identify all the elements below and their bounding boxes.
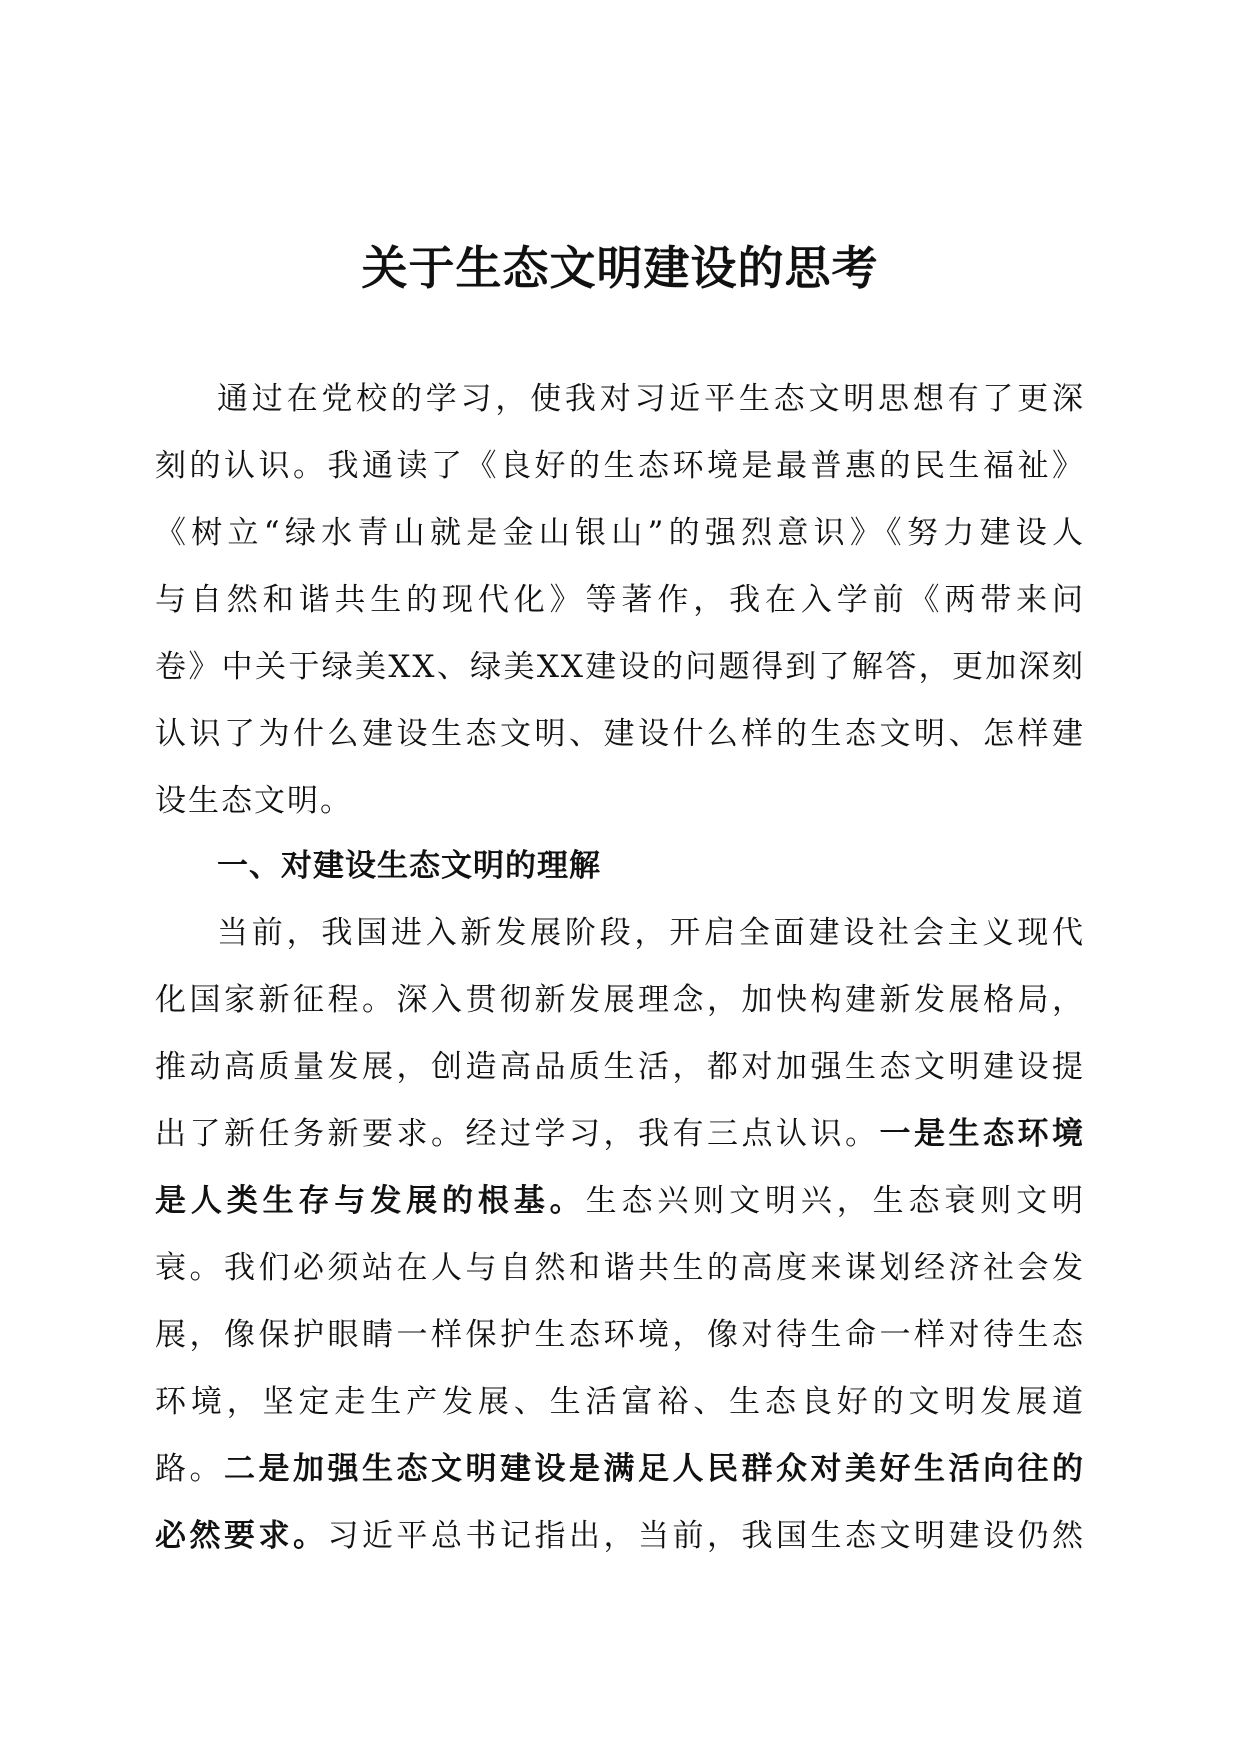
intro-line-4: 与自然和谐共生的现代化》等著作，我在入学前《两带来问 <box>155 582 1085 618</box>
section1-line-10 <box>155 1503 1085 1570</box>
section1-line-4 <box>155 1101 1085 1168</box>
section1-line-9 <box>155 1436 1085 1503</box>
intro-line-5: 卷》中关于绿美XX、绿美XX建设的问题得到了解答，更加深刻 <box>155 649 1085 685</box>
section1-line-8: 环境，坚定走生产发展、生活富裕、生态良好的文明发展道 <box>155 1384 1085 1420</box>
intro-line-7: 设生态文明。 <box>155 783 353 819</box>
section1-line-5 <box>155 1168 1085 1235</box>
section1-line-3: 推动高质量发展，创造高品质生活，都对加强生态文明建设提 <box>155 1049 1085 1085</box>
intro-line-6: 认识了为什么建设生态文明、建设什么样的生态文明、怎样建 <box>155 716 1085 752</box>
section-heading-1: 一、对建设生态文明的理解 <box>217 848 601 884</box>
section1-line-9-text: 路。 <box>155 1451 224 1487</box>
section1-line-1: 当前，我国进入新发展阶段，开启全面建设社会主义现代 <box>217 915 1085 951</box>
intro-line-3: 《树立“绿水青山就是金山银山”的强烈意识》《努力建设人 <box>155 515 1085 551</box>
section1-line-5-text: 生态兴则文明兴，生态衰则文明 <box>585 1183 1086 1219</box>
bold-point-1-end: 是人类生存与发展的根基。 <box>155 1183 586 1219</box>
section1-line-4-text: 出了新任务新要求。经过学习，我有三点认识。 <box>155 1116 880 1152</box>
section1-line-7: 展，像保护眼睛一样保护生态环境，像对待生命一样对待生态 <box>155 1317 1085 1353</box>
bold-point-2-end: 必然要求。 <box>155 1518 328 1554</box>
section1-line-2: 化国家新征程。深入贯彻新发展理念，加快构建新发展格局， <box>155 982 1085 1018</box>
intro-line-1: 通过在党校的学习，使我对习近平生态文明思想有了更深 <box>217 381 1085 417</box>
section1-line-6: 衰。我们必须站在人与自然和谐共生的高度来谋划经济社会发 <box>155 1250 1085 1286</box>
section1-line-10-text: 习近平总书记指出，当前，我国生态文明建设仍然 <box>327 1518 1085 1554</box>
bold-point-1-start: 一是生态环境 <box>879 1116 1085 1152</box>
document-title: 关于生态文明建设的思考 <box>361 241 879 295</box>
bold-point-2-start: 二是加强生态文明建设是满足人民群众对美好生活向往的 <box>224 1451 1085 1487</box>
section1-paragraph <box>155 900 1085 1570</box>
intro-line-2: 刻的认识。我通读了《良好的生态环境是最普惠的民生福祉》 <box>155 448 1085 484</box>
intro-paragraph <box>155 366 1085 835</box>
